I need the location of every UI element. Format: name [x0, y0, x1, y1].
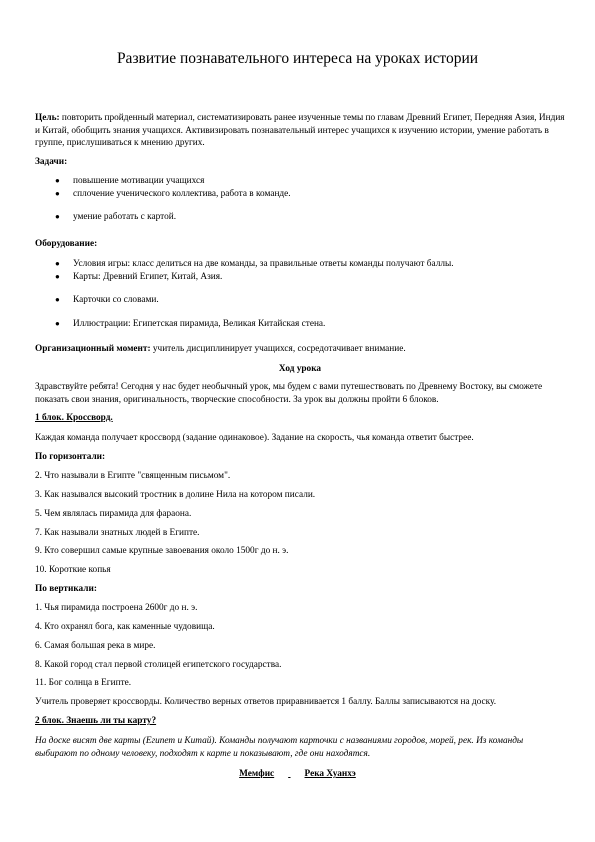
horizontal-heading: По горизонтали: [35, 452, 106, 462]
goal-text: повторить пройденный материал, систематизировать ранее изученные темы по главам Древний Египет, Передняя Азия, Индия и Китай, обобщить знания учащихся. Активизировать познавательный интерес учащихся к изучению истории, умение работать в группе, прислушиваться к мнению других. [35, 113, 565, 148]
bullet-icon: ● [55, 259, 60, 268]
question-line: 6. Самая большая река в мире. [35, 641, 156, 651]
question-line: 3. Как назывался высокий тростник в долине Нила на котором писали. [35, 490, 316, 500]
question-line: 8. Какой город стал первой столицей египетского государства. [35, 660, 282, 670]
tasks-heading: Задачи: [35, 157, 68, 167]
bullet-icon: ● [55, 295, 60, 304]
card-word: Мемфис [239, 769, 275, 779]
question-line: 10. Короткие копья [35, 565, 111, 575]
block2-heading: 2 блок. Знаешь ли ты карту? [35, 716, 157, 726]
block1-heading: 1 блок. Кроссворд. [35, 413, 113, 423]
org-moment-text: учитель дисциплинирует учащихся, сосредотачивает внимание. [150, 344, 406, 354]
question-line: 7. Как называли знатных людей в Египте. [35, 528, 200, 538]
question-line: 9. Кто совершил самые крупные завоевания около 1500г до н. э. [35, 546, 289, 556]
block2-text: На доске висят две карты (Египет и Китай). Команды получают карточки с названиями городов, морей, рек. Из команды выбирают по одному человеку, подходят к карте и показывают, где они находятся. [35, 736, 524, 759]
equipment-heading: Оборудование: [35, 239, 98, 249]
block1-text: Каждая команда получает кроссворд (задание одинаковое). Задание на скорость, чья команда ответит быстрее. [35, 433, 474, 443]
card-word: Река Хуанхэ [304, 769, 356, 779]
bullet-icon: ● [55, 176, 60, 185]
goal-paragraph [35, 112, 565, 150]
question-line: 1. Чья пирамида построена 2600г до н. э. [35, 603, 198, 613]
card-words [0, 769, 595, 779]
question-line: 4. Кто охранял бога, как каменные чудовища. [35, 622, 215, 632]
question-line: 2. Что называли в Египте "священным письмом". [35, 471, 231, 481]
goal-label: Цель: [35, 113, 60, 123]
page-title: Развитие познавательного интереса на уроках истории [116, 50, 479, 67]
block1-closing: Учитель проверяет кроссворды. Количество верных ответов приравнивается 1 баллу. Баллы записываются на доску. [35, 697, 497, 707]
bullet-icon: ● [55, 272, 60, 281]
org-moment-label: Организационный момент: [35, 344, 151, 354]
bullet-icon: ● [55, 319, 60, 328]
question-line: 5. Чем являлась пирамида для фараона. [35, 509, 192, 519]
question-line: 11. Бог солнца в Египте. [35, 678, 132, 688]
intro-paragraph: Здравствуйте ребята! Сегодня у нас будет необычный урок, мы будем с вами путешествовать по Древнему Востоку, вы сможете показать свои знания, оригинальность, творческие способности. За урок вы должны пройти 6 блоков. [35, 382, 543, 405]
document-page: Развитие познавательного интереса на уроках истории Цель: повторить пройденный материал, систематизировать ранее изученные темы по главам Древний Египет, Передняя Азия, Индия и Китай, обобщить знания учащихся. Активизировать познавательный интерес учащихся к изучению истории, умение работать в группе, прислушиваться к мнению других. Задачи: ● повышение мотивации учащихся ● сплочение ученического коллектива, работа в команде. ● умение работать с картой. Оборудование: ● Условия игры: класс делиться на две команды, за правильные ответы команды получают баллы. ● Карты: Древний Египет, Китай, Азия. ● Карточки со словами. ● Иллюстрации: Египетская пирамида, Великая Китайская стена. Организационный момент: учитель дисциплинирует учащихся, сосредотачивает внимание. Ход урока Здравствуйте ребята! Сегодня у нас будет необычный урок, мы будем с вами путешествовать по Древнему Востоку, вы сможете показать свои знания, оригинальность, творческие способности. За урок вы должны пройти 6 блоков. 1 блок. Кроссворд. Каждая команда получает кроссворд (задание одинаковое). Задание на скорость, чья команда ответит быстрее. По горизонтали: 2. Что называли в Египте "священным письмом". 3. Как назывался высокий тростник в долине Нила на котором писали. 5. Чем являлась пирамида для фараона. 7. Как называли знатных людей в Египте. 9. Кто совершил самые крупные завоевания около 1500г до н. э. 10. Короткие копья По вертикали: 1. Чья пирамида построена 2600г до н. э. 4. Кто охранял бога, как каменные чудовища. 6. Самая большая река в мире. 8. Какой город стал первой столицей египетского государства. 11. Бог солнца в Египте. Учитель проверяет кроссворды. Количество верных ответов приравнивается 1 баллу. Баллы записываются на доску. 2 блок. Знаешь ли ты карту? На доске висят две карты (Египет и Китай). Команды получают карточки с названиями городов, морей, рек. Из команды выбирают по одному человеку, подходят к карте и показывают, где они находятся. Мемфис Река Хуанхэ [0, 0, 595, 842]
org-moment-paragraph [35, 344, 406, 354]
bullet-icon: ● [55, 189, 60, 198]
bullet-icon: ● [55, 212, 60, 221]
lesson-heading: Ход урока [278, 364, 322, 374]
vertical-heading: По вертикали: [35, 584, 97, 594]
